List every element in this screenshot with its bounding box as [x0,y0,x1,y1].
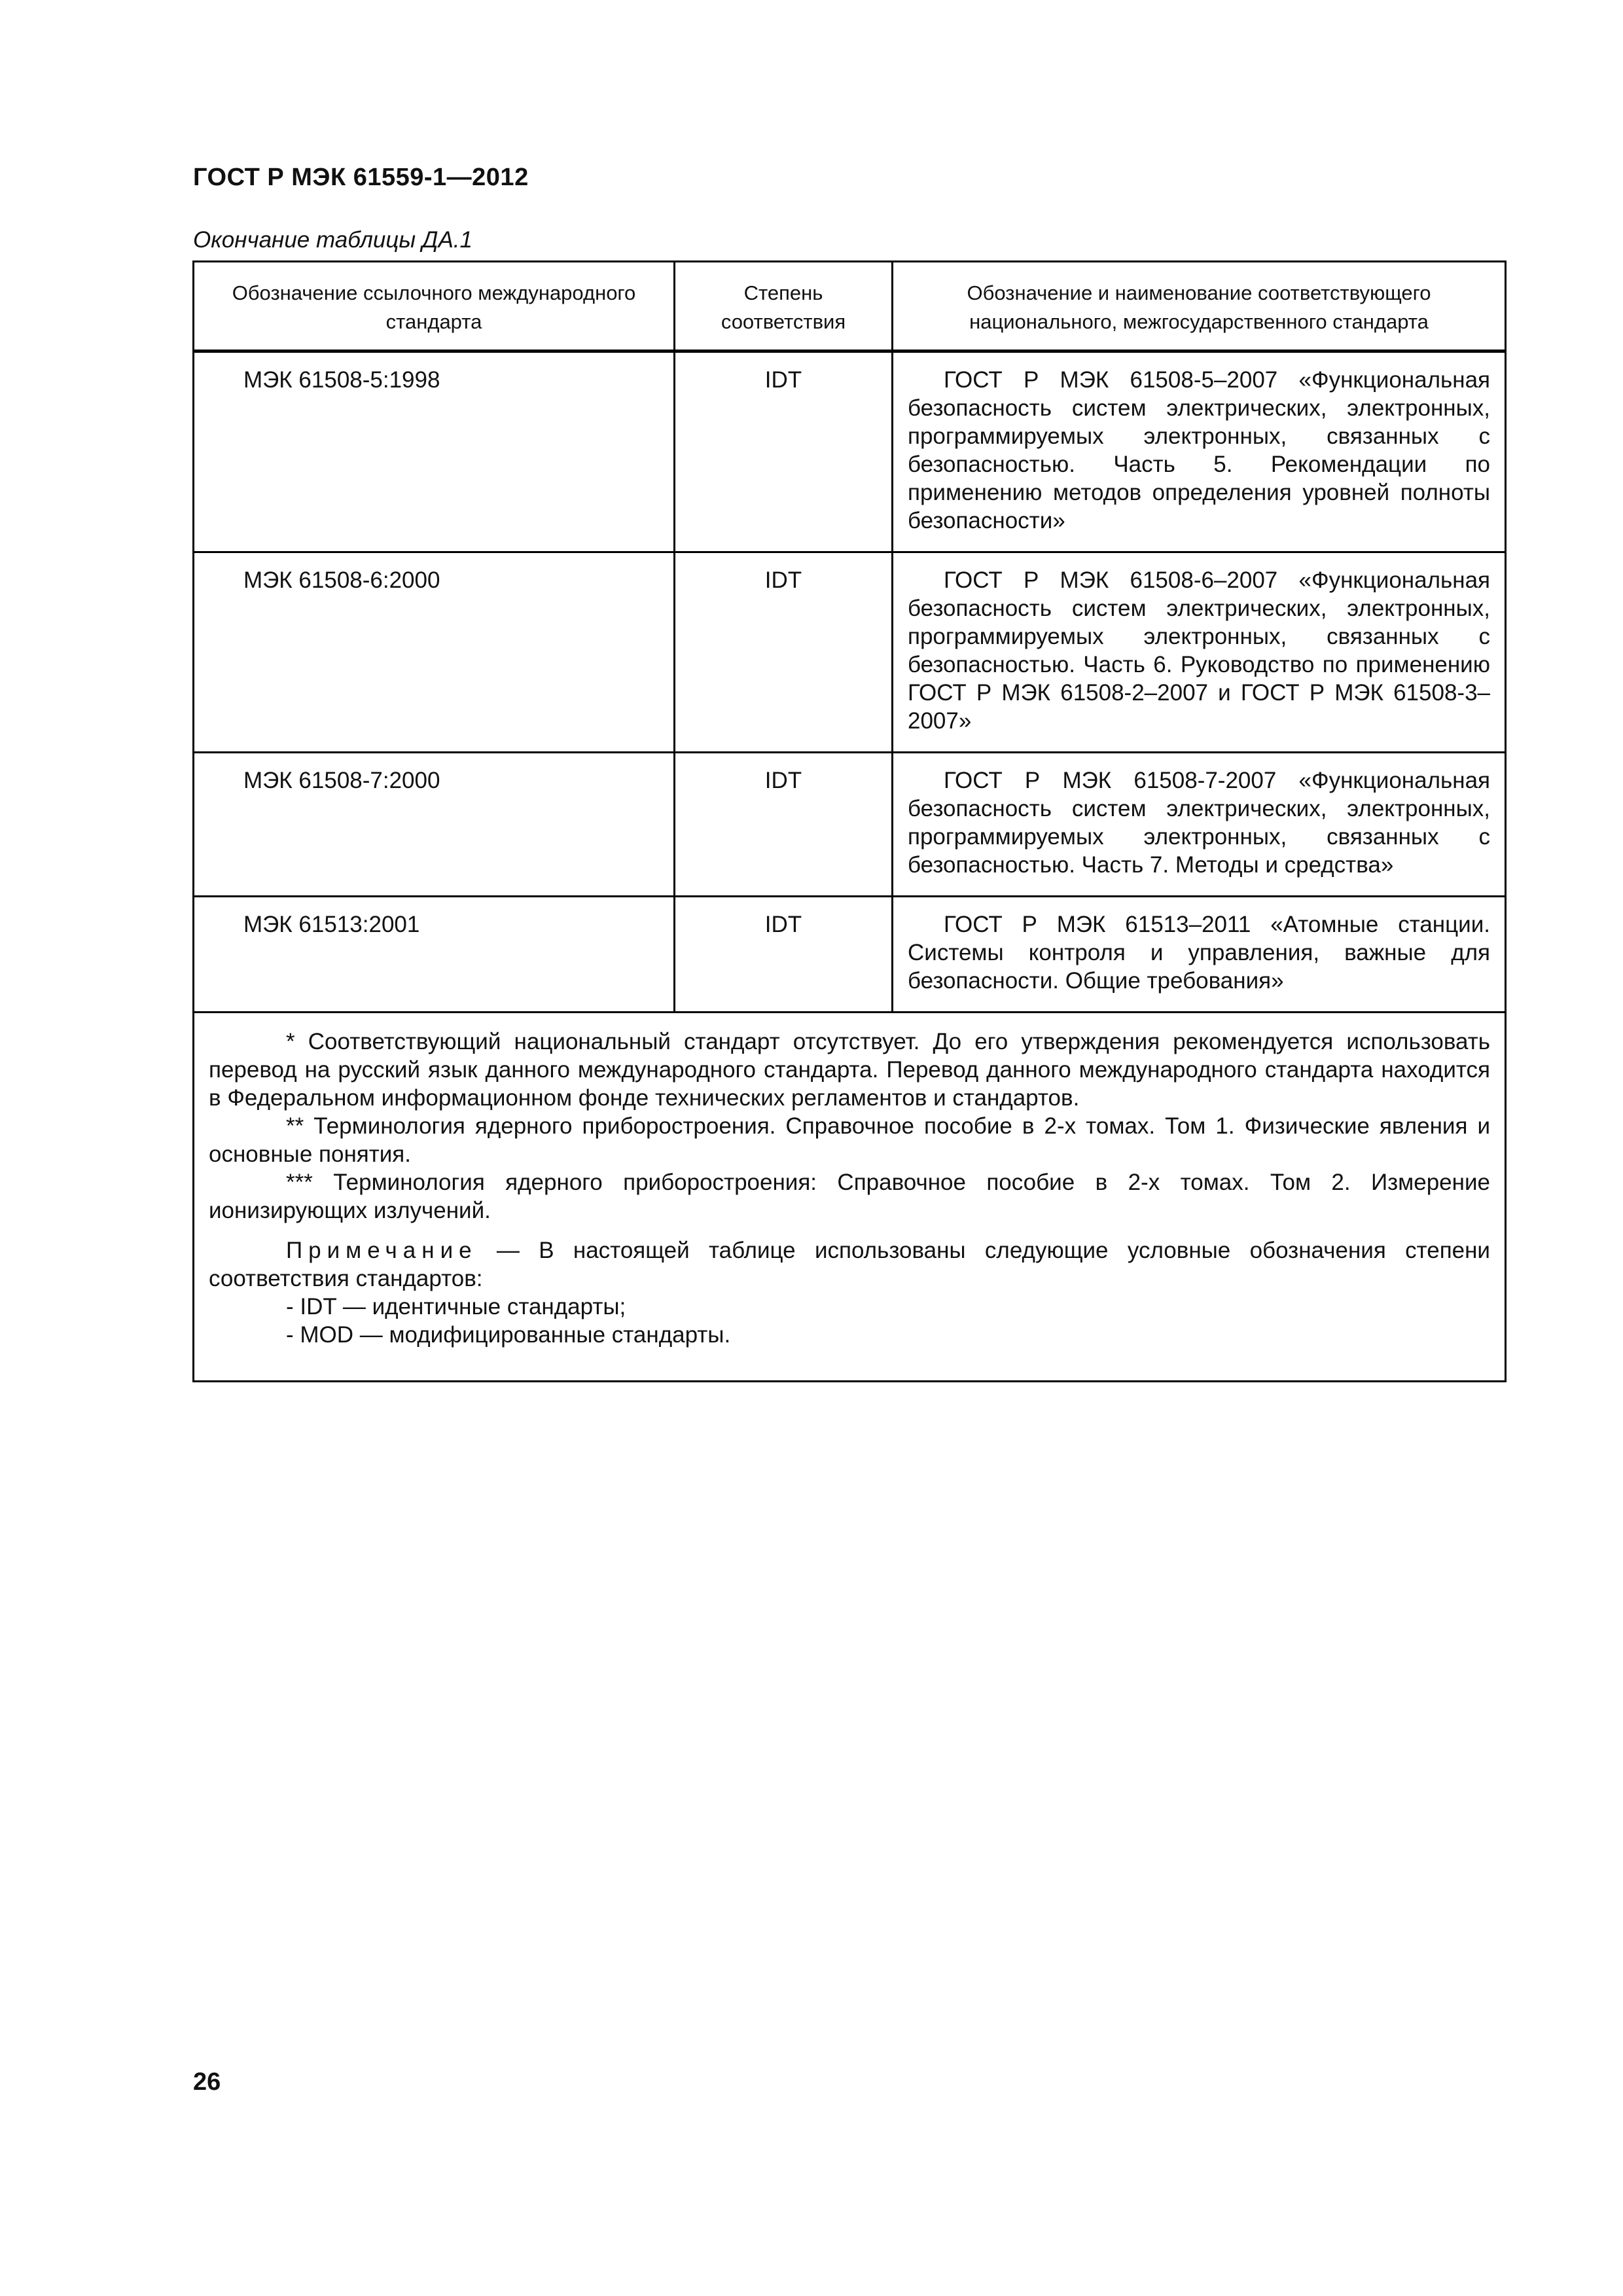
national-standard-text: ГОСТ Р МЭК 61513–2011 «Атомные станции. Системы контроля и управления, важные для безопасности. Общие требования» [908,912,1490,994]
table-row [194,552,1506,753]
national-standard-text: ГОСТ Р МЭК 61508-6–2007 «Функциональная безопасность систем электрических, электронных, программируемых электронных, связанных с безопасностью. Часть 6. Руководство по применению ГОСТ Р МЭК 61508-2–2007 и ГОСТ Р МЭК 61508-3–2007» [908,567,1490,734]
national-standard-cell [893,753,1506,897]
degree-cell: IDT [675,753,893,897]
ref-standard-cell: МЭК 61508-7:2000 [194,753,675,897]
note-label: Примечание [286,1238,478,1263]
footnote: * Соответствующий национальный стандарт отсутствует. До его утверждения рекомендуется использовать перевод на русский язык данного международного стандарта. Перевод данного международного стандарта находится в Федеральном информационном фонде технических регламентов и стандартов. [209,1029,1490,1111]
degree-cell: IDT [675,351,893,552]
note-item: - IDT — идентичные стандарты; [286,1294,626,1319]
ref-standard-cell: МЭК 61513:2001 [194,897,675,1013]
table-row [194,351,1506,552]
standards-table [192,260,1507,1382]
note-text: — В настоящей таблице использованы следующие условные обозначения степени соответствия стандартов: [209,1238,1490,1291]
note-item: - MOD — модифицированные стандарты. [286,1322,731,1348]
note-paragraph [209,1236,1490,1293]
ref-standard-cell: МЭК 61508-6:2000 [194,552,675,753]
table-row [194,897,1506,1013]
ref-standard-cell: МЭК 61508-5:1998 [194,351,675,552]
column-header-national: Обозначение и наименование соответствующего национального, межгосударственного стандарта [893,262,1506,351]
national-standard-cell [893,897,1506,1013]
national-standard-text: ГОСТ Р МЭК 61508-5–2007 «Функциональная безопасность систем электрических, электронных, программируемых электронных, связанных с безопасностью. Часть 5. Рекомендации по применению методов определения уровней полноты безопасности» [908,367,1490,533]
national-standard-text: ГОСТ Р МЭК 61508-7-2007 «Функциональная безопасность систем электрических, электронных, программируемых электронных, связанных с безопасностью. Часть 7. Методы и средства» [908,768,1490,878]
column-header-degree: Степень соответствия [675,262,893,351]
footnote: *** Терминология ядерного приборостроения: Справочное пособие в 2-х томах. Том 2. Измерение ионизирующих излучений. [209,1170,1490,1223]
notes-row [194,1013,1506,1382]
degree-cell: IDT [675,552,893,753]
notes-cell [194,1013,1506,1382]
degree-cell: IDT [675,897,893,1013]
page-number: 26 [193,2068,221,2096]
note-block [209,1236,1490,1349]
table-header-row [194,262,1506,351]
table-caption: Окончание таблицы ДА.1 [193,227,473,253]
document-code: ГОСТ Р МЭК 61559-1—2012 [193,164,529,191]
footnote: ** Терминология ядерного приборостроения. Справочное пособие в 2-х томах. Том 1. Физические явления и основные понятия. [209,1113,1490,1167]
table-row [194,753,1506,897]
column-header-ref: Обозначение ссылочного международного стандарта [194,262,675,351]
national-standard-cell [893,351,1506,552]
national-standard-cell [893,552,1506,753]
